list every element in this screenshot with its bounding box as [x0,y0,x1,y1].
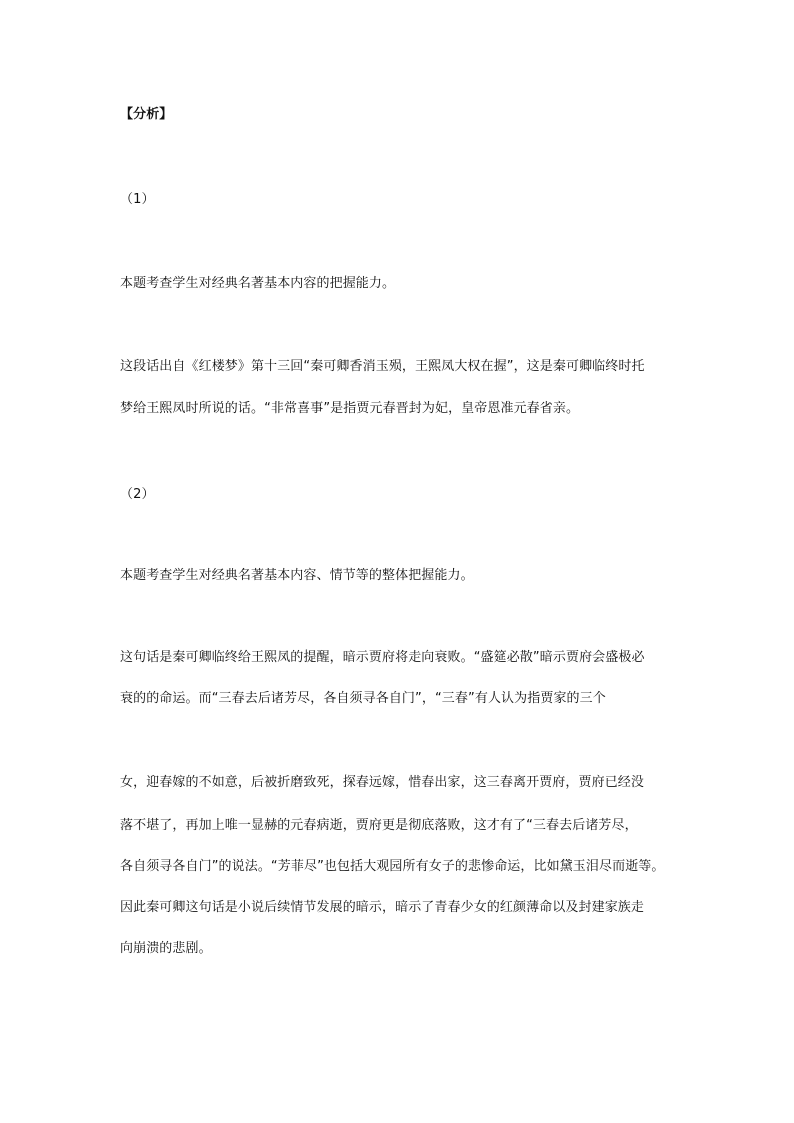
section-1-number: （1） [120,192,155,207]
section-2-line-3: 衰的的命运。而“三春去后诸芳尽，各自须寻各自门”，“三春”有人认为指贾家的三个 [120,691,606,706]
section-2-line-7: 因此秦可卿这句话是小说后续情节发展的暗示，暗示了青春少女的红颜薄命以及封建家族走 [120,900,645,915]
analysis-heading: 【分析】 [120,107,173,122]
section-1-line-1: 本题考查学生对经典名著基本内容的把握能力。 [120,276,396,291]
section-2-line-1: 本题考查学生对经典名著基本内容、情节等的整体把握能力。 [120,568,474,583]
section-2-line-2: 这句话是秦可卿临终给王熙凤的提醒，暗示贾府将走向衰败。“盛筵必散”暗示贾府会盛极必 [120,650,645,665]
section-2-number: （2） [120,487,155,502]
section-2-line-4: 女，迎春嫁的不如意，后被折磨致死，探春远嫁，惜春出家，这三春离开贾府，贾府已经没 [120,775,645,790]
section-2-line-6: 各自须寻各自门”的说法。“芳菲尽”也包括大观园所有女子的悲惨命运，比如黛玉泪尽而逝等。 [120,859,665,874]
section-2-line-5: 落不堪了，再加上唯一显赫的元春病逝，贾府更是彻底落败，这才有了“三春去后诸芳尽， [120,818,638,833]
section-2-line-8: 向崩溃的悲剧。 [120,941,212,956]
section-1-line-2: 这段话出自《红楼梦》第十三回“秦可卿香消玉殒，王熙凤大权在握”，这是秦可卿临终时托 [120,359,645,374]
section-1-line-3: 梦给王熙凤时所说的话。“非常喜事”是指贾元春晋封为妃，皇帝恩准元春省亲。 [120,401,580,416]
